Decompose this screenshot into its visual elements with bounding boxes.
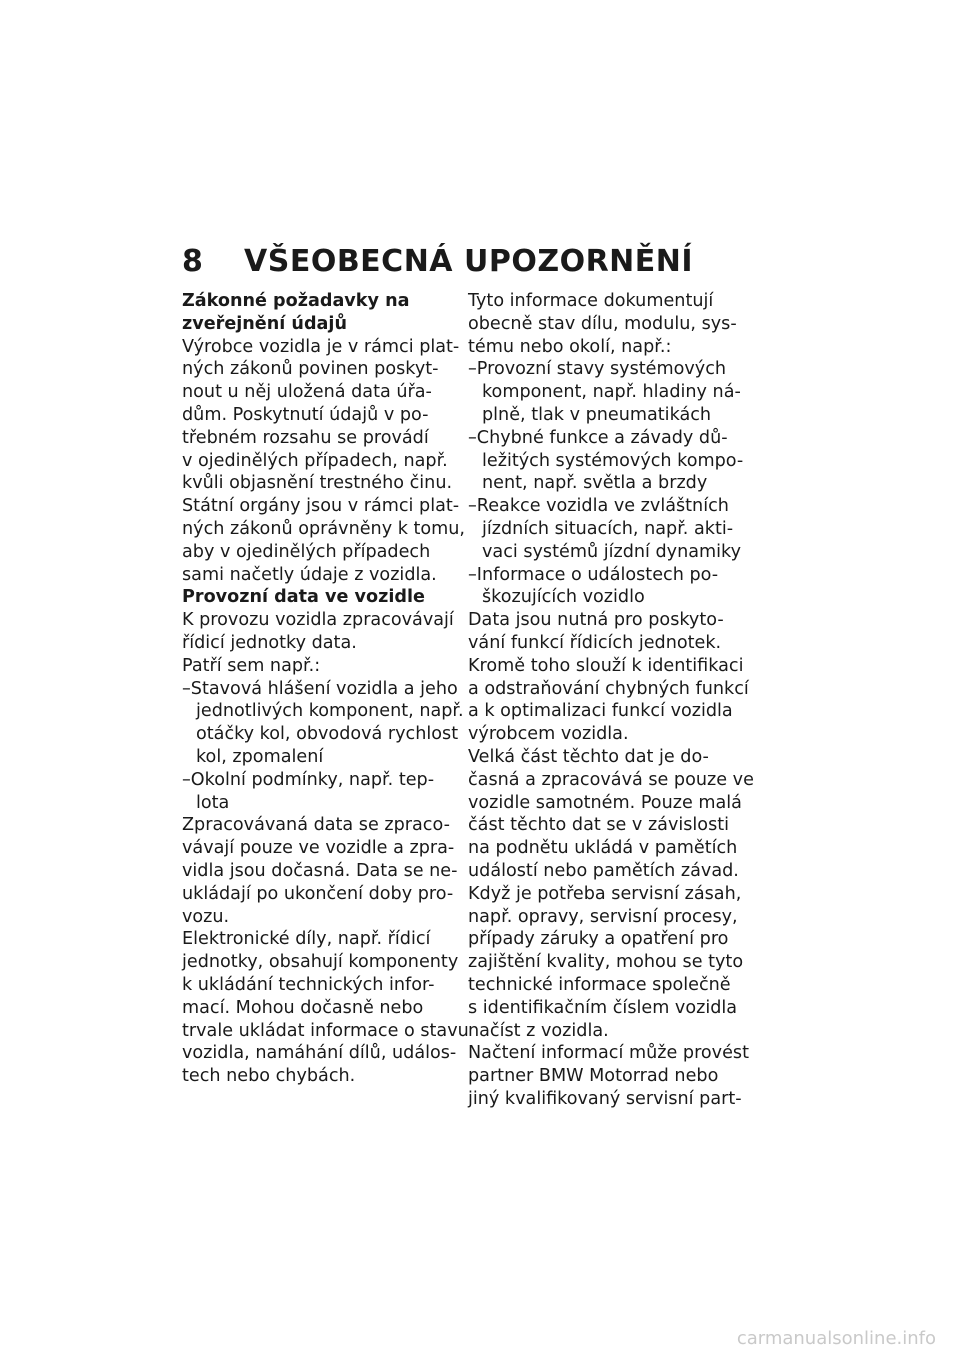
list-item-continuation: jízdních situacích, např. akti- bbox=[482, 518, 734, 539]
text-line: událostí nebo pamětích závad. bbox=[468, 860, 739, 881]
list-item-continuation: lota bbox=[196, 792, 230, 813]
text-line: Načtení informací může provést bbox=[468, 1043, 749, 1064]
text-line: Data jsou nutná pro poskyto- bbox=[468, 610, 724, 631]
text-line: K provozu vozidla zpracovávají bbox=[182, 610, 454, 631]
text-line: kvůli objasnění trestného činu. bbox=[182, 473, 453, 494]
text-line: ukládají po ukončení doby pro- bbox=[182, 883, 454, 904]
text-line: Výrobce vozidla je v rámci plat- bbox=[182, 336, 460, 357]
right-column bbox=[468, 290, 754, 1111]
text-line: např. opravy, servisní procesy, bbox=[468, 906, 738, 927]
text-line: partner BMW Motorrad nebo bbox=[468, 1066, 719, 1087]
list-item-continuation: otáčky kol, obvodová rychlost bbox=[196, 724, 459, 745]
text-line: trvale ukládat informace o stavu bbox=[182, 1020, 469, 1041]
text-line: vozidle samotném. Pouze malá bbox=[468, 792, 742, 813]
text-line: v ojedinělých případech, např. bbox=[182, 450, 448, 471]
list-item-line: –Okolní podmínky, např. tep- bbox=[182, 769, 435, 790]
text-line: aby v ojedinělých případech bbox=[182, 541, 431, 562]
list-item-line: –Stavová hlášení vozidla a jeho bbox=[182, 678, 458, 699]
text-line: vidla jsou dočasná. Data se ne- bbox=[182, 860, 458, 881]
text-line: na podnětu ukládá v pamětích bbox=[468, 838, 738, 859]
text-line: vávají pouze ve vozidle a zpra- bbox=[182, 838, 455, 859]
text-line: a odstraňování chybných funkcí bbox=[468, 678, 749, 699]
text-line: jiný kvalifikovaný servisní part- bbox=[468, 1088, 742, 1109]
list-item-continuation: plně, tlak v pneumatikách bbox=[482, 404, 712, 425]
text-line: Velká část těchto dat je do- bbox=[468, 746, 709, 767]
text-line: vozidla, namáhání dílů, událos- bbox=[182, 1043, 457, 1064]
text-line: načíst z vozidla. bbox=[468, 1020, 609, 1041]
text-line: k ukládání technických infor- bbox=[182, 974, 435, 995]
section-heading-line: Zákonné požadavky na bbox=[182, 291, 410, 311]
text-line: dům. Poskytnutí údajů v po- bbox=[182, 404, 429, 425]
text-line: tech nebo chybách. bbox=[182, 1066, 356, 1087]
text-line: časná a zpracovává se pouze ve bbox=[468, 769, 754, 790]
text-line: Elektronické díly, např. řídicí bbox=[182, 929, 431, 950]
text-line: vání funkcí řídicích jednotek. bbox=[468, 632, 722, 653]
text-line: Tyto informace dokumentují bbox=[468, 291, 714, 311]
text-line: třebném rozsahu se provádí bbox=[182, 427, 429, 448]
text-line: zajištění kvality, mohou se tyto bbox=[468, 952, 744, 973]
text-line: s identifikačním číslem vozidla bbox=[468, 997, 738, 1018]
chapter-number: 8 bbox=[182, 244, 204, 279]
text-line: technické informace společně bbox=[468, 974, 731, 995]
text-line: nout u něj uložená data úřa- bbox=[182, 382, 432, 403]
section-heading-line: zveřejnění údajů bbox=[182, 313, 347, 334]
text-line: Zpracovávaná data se zpraco- bbox=[182, 815, 450, 836]
watermark: carmanualsonline.info bbox=[736, 1328, 936, 1349]
list-item-line: –Reakce vozidla ve zvláštních bbox=[468, 496, 729, 517]
page-title bbox=[182, 244, 693, 280]
text-line: tému nebo okolí, např.: bbox=[468, 336, 672, 357]
chapter-title: VŠEOBECNÁ UPOZORNĚNÍ bbox=[244, 244, 694, 279]
list-item-line: –Informace o událostech po- bbox=[468, 564, 719, 585]
text-line: část těchto dat se v závislosti bbox=[468, 815, 730, 836]
text-line: a k optimalizaci funkcí vozidla bbox=[468, 701, 733, 722]
text-line: ných zákonů povinen poskyt- bbox=[182, 359, 439, 380]
text-line: mací. Mohou dočasně nebo bbox=[182, 997, 424, 1018]
text-line: ných zákonů oprávněny k tomu, bbox=[182, 518, 466, 539]
text-line: Patří sem např.: bbox=[182, 655, 321, 676]
text-line: Kromě toho slouží k identifikaci bbox=[468, 655, 744, 676]
left-column bbox=[182, 290, 469, 1088]
text-line: vozu. bbox=[182, 906, 230, 927]
list-item-continuation: kol, zpomalení bbox=[196, 746, 324, 767]
text-line: Když je potřeba servisní zásah, bbox=[468, 883, 742, 904]
text-line: řídicí jednotky data. bbox=[182, 632, 357, 653]
list-item-continuation: škozujících vozidlo bbox=[482, 587, 645, 608]
text-line: výrobcem vozidla. bbox=[468, 724, 629, 745]
list-item-continuation: komponent, např. hladiny ná- bbox=[482, 382, 741, 403]
text-line: jednotky, obsahují komponenty bbox=[182, 952, 459, 973]
list-item-continuation: ležitých systémových kompo- bbox=[482, 450, 744, 471]
list-item-continuation: jednotlivých komponent, např. bbox=[196, 701, 464, 722]
list-item-continuation: vaci systémů jízdní dynamiky bbox=[482, 541, 742, 562]
text-line: obecně stav dílu, modulu, sys- bbox=[468, 313, 737, 334]
list-item-line: –Chybné funkce a závady dů- bbox=[468, 427, 728, 448]
section-heading-line: Provozní data ve vozidle bbox=[182, 587, 425, 608]
text-line: Státní orgány jsou v rámci plat- bbox=[182, 496, 460, 517]
text-line: sami načetly údaje z vozidla. bbox=[182, 564, 437, 585]
text-line: případy záruky a opatření pro bbox=[468, 929, 729, 950]
list-item-continuation: nent, např. světla a brzdy bbox=[482, 473, 708, 494]
list-item-line: –Provozní stavy systémových bbox=[468, 359, 727, 380]
